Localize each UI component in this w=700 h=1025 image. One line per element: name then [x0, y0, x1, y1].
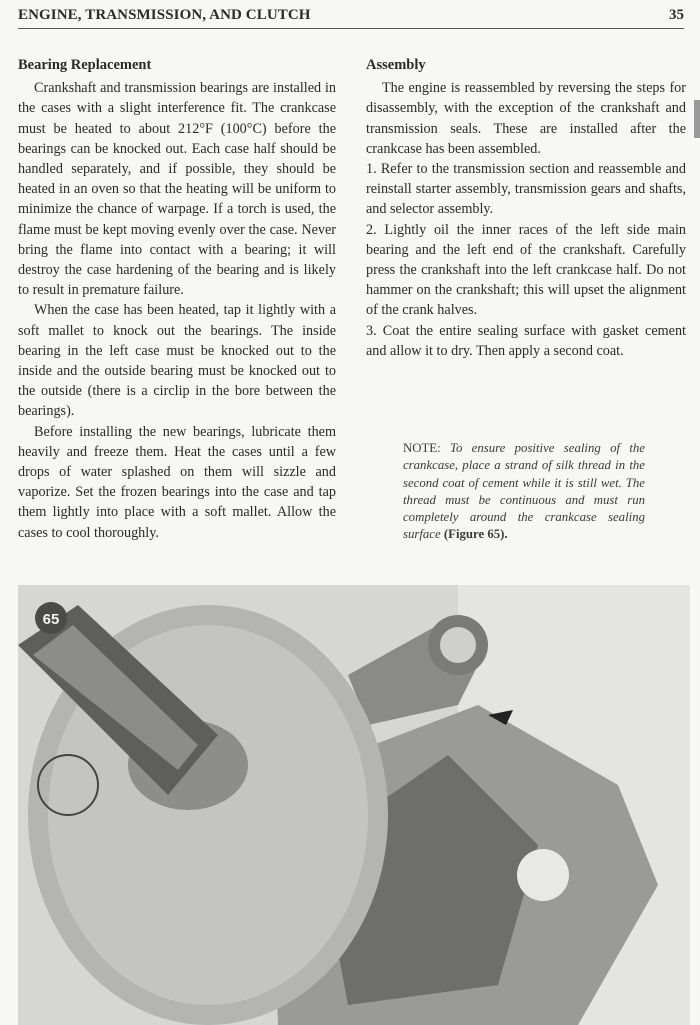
note-label: NOTE:	[403, 441, 441, 455]
paragraph: Crankshaft and transmission bearings are installed in the cases with a slight interference fit. The crankcase must be heated to about 212°F (100°C) before the bearings can be knocked out. Each case half should be handled separately, and if possible, they should be heated in an oven so that the heating will be uniform to minimize the chance of warpage. If a torch is used, the flame must be kept moving evenly over the case. Never bring the flame into contact with a bearing; it will destroy the case hardening of the bearing and is likely to result in premature failure.	[18, 80, 336, 299]
paragraph: The engine is reassembled by reversing the steps for disassembly, with the exception of the crankshaft and transmission seals. These are installed after the crankcase has been assembled.	[366, 80, 686, 157]
figure-number: 65	[42, 611, 60, 628]
chapter-title: ENGINE, TRANSMISSION, AND CLUTCH	[18, 7, 311, 23]
note-box	[403, 440, 645, 544]
figure-reference: (Figure 65).	[443, 527, 508, 542]
left-column	[18, 55, 336, 543]
section-heading-bearing-replacement: Bearing Replacement	[18, 57, 152, 73]
thumb-tab	[694, 100, 700, 138]
step-2: 2. Lightly oil the inner races of the left side main bearing and the left end of the crankshaft. Carefully press the crankshaft into the left crankcase half. Do not hammer on the crankshaft; this will upset the alignment of the crank halves.	[366, 221, 686, 319]
page-number: 35	[669, 7, 684, 23]
step-1: 1. Refer to the transmission section and reassemble and reinstall starter assembly, transmission gears and shafts, and selector assembly.	[366, 161, 686, 218]
section-heading-assembly: Assembly	[366, 57, 426, 73]
paragraph: When the case has been heated, tap it lightly with a soft mallet to knock out the bearings. The inside bearing in the left case must be knocked out to the inside and the outside bearing must be knocked out to the outside (there is a circlip in the bore between the bearings).	[18, 302, 336, 420]
paragraph: Before installing the new bearings, lubricate them heavily and freeze them. Heat the cases until a few drops of water splashed on them will sizzle and vaporize. Set the frozen bearings into the case and tap them lightly into place with a soft mallet. Allow the cases to cool thoroughly.	[18, 423, 336, 541]
bearing-bore	[517, 849, 569, 901]
figure-65-photo	[18, 585, 690, 1025]
right-column	[366, 55, 686, 361]
note-text: To ensure positive sealing of the crankcase, place a strand of silk thread in the second coat of cement while it is still wet. The thread must be continuous and must run completely around the crankcase sealing surface	[403, 441, 645, 542]
step-3: 3. Coat the entire sealing surface with gasket cement and allow it to dry. Then apply a second coat.	[366, 322, 686, 359]
running-header	[18, 4, 684, 29]
